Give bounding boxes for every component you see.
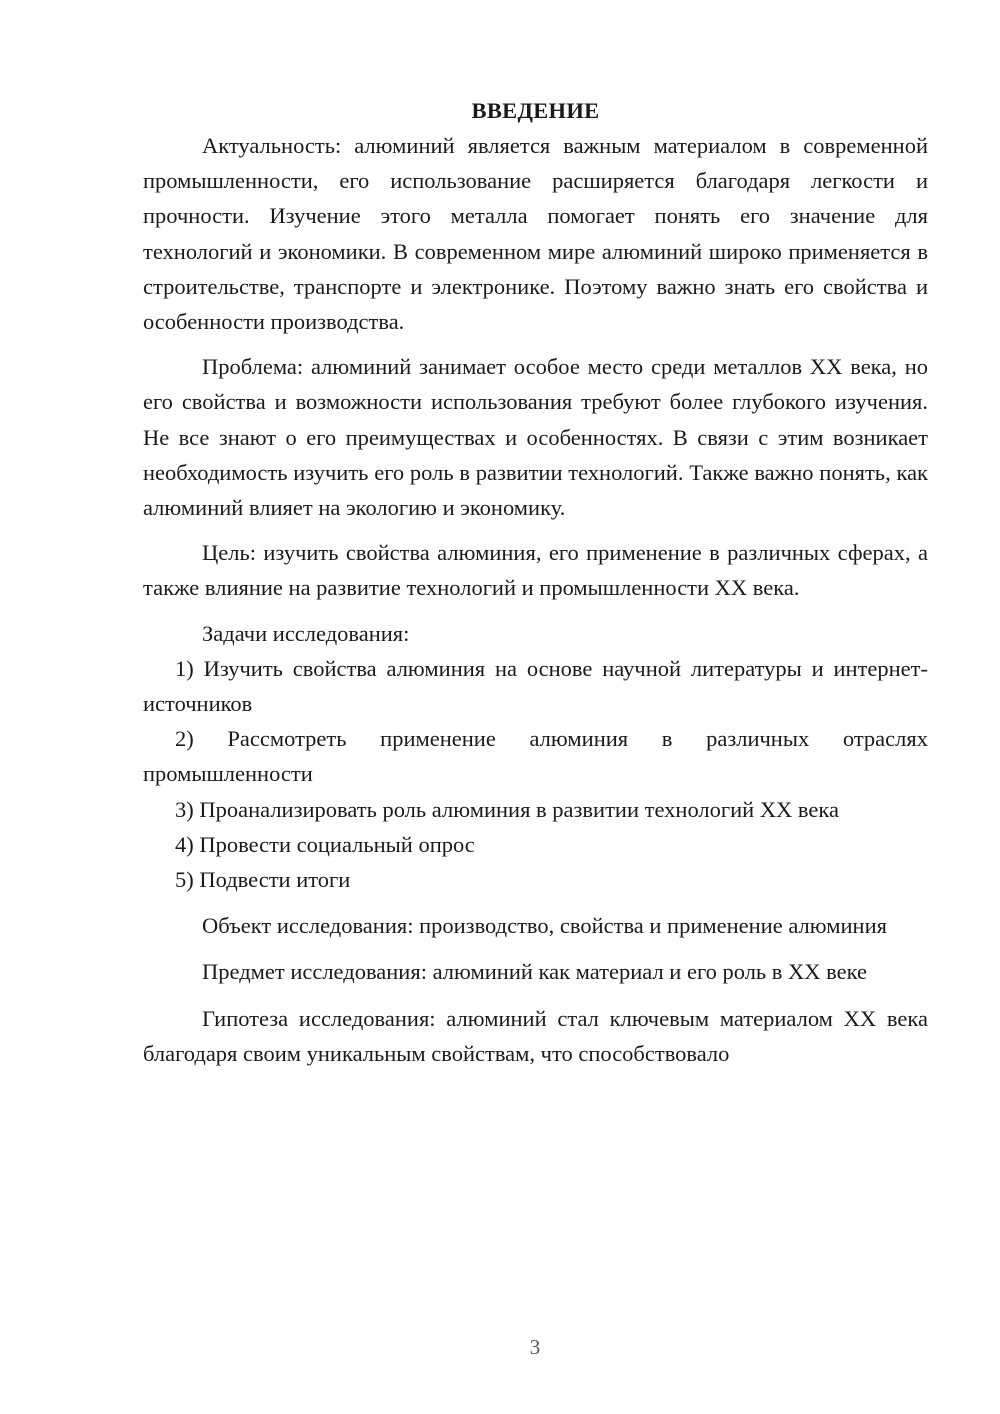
list-item: 4) Провести социальный опрос [175, 831, 475, 857]
page-number: 3 [529, 1335, 541, 1359]
tasks-heading: Задачи исследования: [202, 620, 410, 646]
section-title: ВВЕДЕНИЕ [471, 98, 600, 123]
paragraph-hypothesis: Гипотеза исследования: алюминий стал ключевым материалом XX века благодаря своим уникальным свойствам, что способствовало [143, 1005, 928, 1066]
page-content [143, 93, 928, 1071]
list-item: 1) Изучить свойства алюминия на основе научной литературы и интернет-источников [143, 655, 928, 717]
list-item: 5) Подвести итоги [175, 867, 351, 893]
list-item: 3) Проанализировать роль алюминия в развитии технологий XX века [175, 796, 839, 822]
paragraph-relevance: Актуальность: алюминий является важным материалом в современной промышленности, его использование расширяется благодаря легкости и прочности. Изучение этого металла помогает понять его значение для технологий и экономики. В современном мире алюминий широко применяется в строительстве, транспорте и электронике. Поэтому важно знать его свойства и особенности производства. [143, 133, 928, 335]
tasks-list [143, 651, 928, 897]
paragraph-problem: Проблема: алюминий занимает особое место среди металлов XX века, но его свойства и возможности использования требуют более глубокого изучения. Не все знают о его преимуществах и особенностях. В связи с этим возникает необходимость изучить его роль в развитии технологий. Также важно понять, как алюминий влияет на экологию и экономику. [143, 354, 928, 521]
paragraph-goal: Цель: изучить свойства алюминия, его применение в различных сферах, а также влияние на развитие технологий и промышленности XX века. [143, 540, 928, 601]
list-item: 2) Рассмотреть применение алюминия в различных отраслях промышленности [143, 726, 928, 787]
paragraph-object: Объект исследования: производство, свойства и применение алюминия [202, 913, 887, 939]
paragraph-subject: Предмет исследования: алюминий как материал и его роль в XX веке [202, 959, 868, 985]
